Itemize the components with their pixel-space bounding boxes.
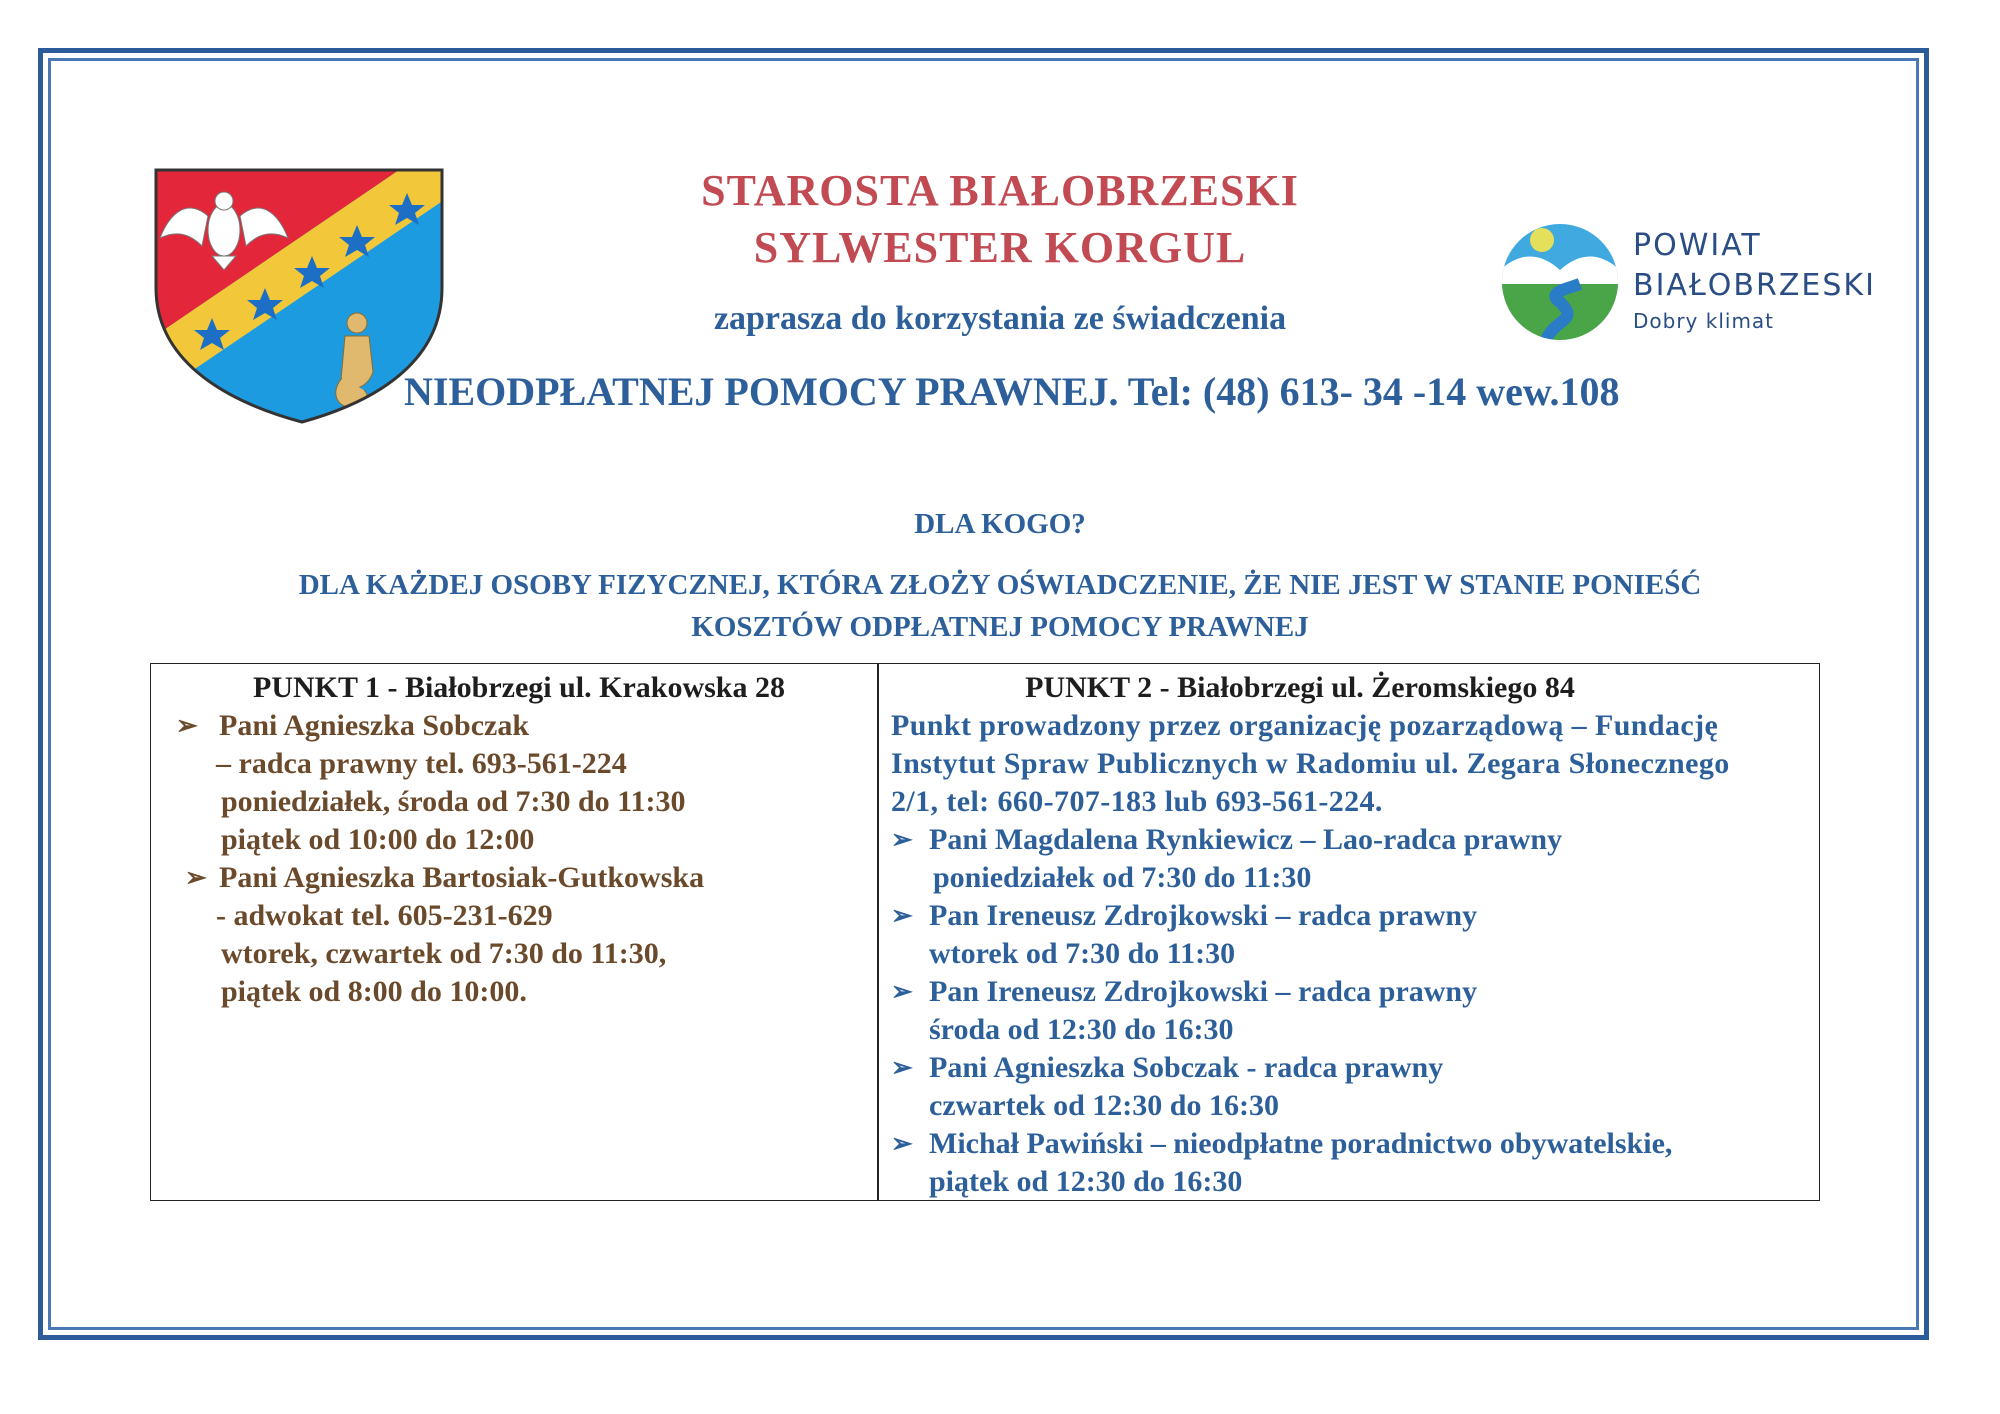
arrow-bullet-icon: ➢ [185, 863, 207, 892]
list-item [151, 707, 877, 745]
powiat-logo-text [1633, 226, 1876, 336]
advisor-name: Pani Agnieszka Bartosiak-Gutkowska [219, 861, 705, 894]
advisor-name: Pani Agnieszka Sobczak - radca prawny [929, 1051, 1444, 1084]
title-name: SYLWESTER KORGUL [753, 223, 1247, 272]
powiat-logo-icon [1500, 222, 1620, 342]
service-phone-line: NIEODPŁATNEJ POMOCY PRAWNEJ. Tel: (48) 613- 34 -14 wew.108 [404, 369, 1620, 414]
arrow-bullet-icon: ➢ [891, 901, 913, 930]
point2-heading: PUNKT 2 - Białobrzegi ul. Żeromskiego 84 [1025, 671, 1575, 704]
who-answer [160, 564, 1840, 648]
advisor-hours: piątek od 8:00 do 10:00. [221, 975, 527, 1008]
points-table [150, 663, 1820, 1201]
point2-intro-line: 2/1, tel: 660-707-183 lub 693-561-224. [891, 785, 1383, 818]
who-question: DLA KOGO? [914, 508, 1086, 540]
list-item [879, 973, 1821, 1011]
arrow-bullet-icon: ➢ [891, 825, 913, 854]
point1-column [151, 664, 877, 1011]
arrow-bullet-icon: ➢ [891, 1129, 913, 1158]
list-item [151, 859, 877, 897]
arrow-bullet-icon: ➢ [891, 1053, 913, 1082]
point2-column [879, 664, 1821, 1201]
advisor-role: - adwokat tel. 605-231-629 [216, 899, 553, 932]
advisor-name: Pani Magdalena Rynkiewicz – Lao-radca prawny [929, 823, 1563, 856]
logo-line-county: BIAŁOBRZESKI [1633, 268, 1876, 303]
advisor-name: Pani Agnieszka Sobczak [219, 709, 530, 742]
advisor-role: – radca prawny tel. 693-561-224 [216, 747, 627, 780]
advisor-hours: piątek od 10:00 do 12:00 [221, 823, 535, 856]
list-item [879, 897, 1821, 935]
arrow-bullet-icon: ➢ [891, 977, 913, 1006]
advisor-hours: wtorek, czwartek od 7:30 do 11:30, [221, 937, 667, 970]
logo-line-powiat: POWIAT [1633, 228, 1762, 263]
point2-intro-line: Instytut Spraw Publicznych w Radomiu ul. Zegara Słonecznego [891, 747, 1730, 780]
advisor-name: Michał Pawiński – nieodpłatne poradnictwo obywatelskie, [929, 1127, 1673, 1160]
logo-tagline: Dobry klimat [1633, 309, 1775, 333]
advisor-hours: poniedziałek, środa od 7:30 do 11:30 [221, 785, 686, 818]
advisor-name: Pan Ireneusz Zdrojkowski – radca prawny [929, 975, 1478, 1008]
advisor-name: Pan Ireneusz Zdrojkowski – radca prawny [929, 899, 1478, 932]
list-item [879, 1125, 1821, 1163]
point1-heading: PUNKT 1 - Białobrzegi ul. Krakowska 28 [253, 671, 785, 704]
advisor-hours: środa od 12:30 do 16:30 [929, 1013, 1234, 1046]
advisor-hours: czwartek od 12:30 do 16:30 [929, 1089, 1279, 1122]
point2-intro-line: Punkt prowadzony przez organizację pozarządową – Fundację [891, 709, 1719, 742]
who-answer-line: KOSZTÓW ODPŁATNEJ POMOCY PRAWNEJ [691, 611, 1309, 643]
list-item [879, 1049, 1821, 1087]
invite-text: zaprasza do korzystania ze świadczenia [713, 300, 1287, 337]
title-starosta: STAROSTA BIAŁOBRZESKI [701, 166, 1299, 215]
advisor-hours: piątek od 12:30 do 16:30 [929, 1165, 1243, 1198]
who-answer-line: DLA KAŻDEJ OSOBY FIZYCZNEJ, KTÓRA ZŁOŻY OŚWIADCZENIE, ŻE NIE JEST W STANIE PONIEŚĆ [298, 569, 1702, 601]
arrow-bullet-icon: ➢ [176, 711, 198, 740]
advisor-hours: wtorek od 7:30 do 11:30 [929, 937, 1236, 970]
list-item [879, 821, 1821, 859]
advisor-hours: poniedziałek od 7:30 do 11:30 [933, 861, 1312, 894]
